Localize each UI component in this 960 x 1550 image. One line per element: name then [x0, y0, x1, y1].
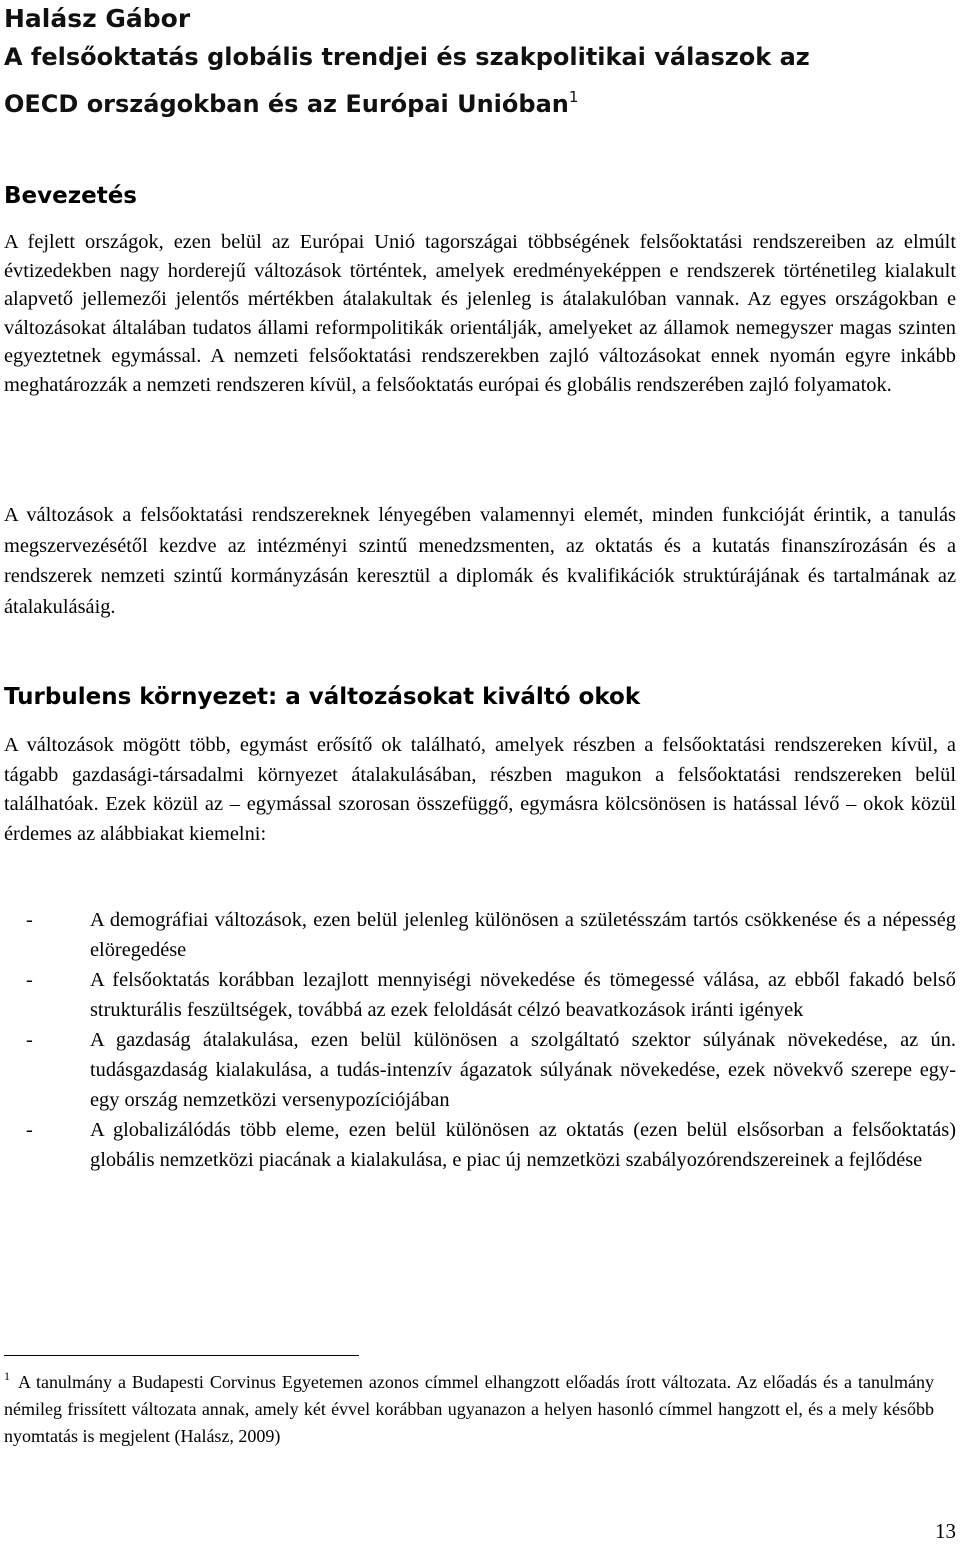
title-footnote-mark[interactable]: 1	[568, 88, 579, 106]
bullet-dash: -	[26, 1119, 33, 1141]
paragraph-2: A változások a felsőoktatási rendszereknek lényegében valamennyi elemét, minden funkcióját érintik, a tanulás megszervezésétől kezdve az intézményi szintű menedzsmenten, az oktatás és a kutatás finanszírozásán és a rendszerek nemzeti szintű kormányzásán keresztül a diplomák és kvalifikációk struktúrájának és tartalmának az átalakulásáig.	[4, 504, 956, 618]
list-item-text: A demográfiai változások, ezen belül jelenleg különösen a születésszám tartós csökkenése és a népesség elöregedése	[90, 909, 956, 961]
bullet-dash: -	[26, 969, 33, 991]
list-item-text: A gazdaság átalakulása, ezen belül különösen a szolgáltató szektor súlyának növekedése, az ún. tudásgazdaság kialakulása, a tudás-intenzív ágazatok súlyának növekedése, ezek növekvő szerepe egy-egy ország nemzetközi versenypozíciójában	[90, 1029, 956, 1111]
list-item	[0, 905, 960, 965]
list-item	[0, 965, 960, 1025]
list-item-text: A globalizálódás több eleme, ezen belül különösen az oktatás (ezen belül elsősorban a felsőoktatás) globális nemzetközi piacának a kialakulása, e piac új nemzetközi szabályozórendszereinek a fejlődése	[90, 1119, 956, 1171]
list-item	[0, 1115, 960, 1175]
footnote	[4, 1363, 934, 1450]
list-item-text: A felsőoktatás korábban lezajlott mennyiségi növekedése és tömegessé válása, az ebből fakadó belső strukturális feszültségek, továbbá az ezek feloldását célzó beavatkozások iránti igények	[90, 969, 956, 1021]
footnote-mark: 1	[4, 1369, 10, 1383]
paragraph-1: A fejlett országok, ezen belül az Európai Unió tagországai többségének felsőoktatási rendszereiben az elmúlt évtizedekben nagy horderejű változások történtek, amelyek eredményeképpen e rendszerek történetileg kialakult alapvető jellemezői jelentős mértékben átalakultak és jelenleg is átalakulóban vannak. Az egyes országokban e változásokat általában tudatos állami reformpolitikák orientálják, amelyeket az államok nemegyszer magas szinten egyeztetnek egymással. A nemzeti felsőoktatási rendszerekben zajló változásokat ennek nyomán egyre inkább meghatározzák a nemzeti rendszeren kívül, a felsőoktatás európai és globális rendszerében zajló folyamatok.	[4, 231, 956, 396]
page-number: 13	[935, 1519, 956, 1543]
paragraph-3: A változások mögött több, egymást erősítő ok található, amelyek részben a felsőoktatási rendszereken kívül, a tágabb gazdasági-társadalmi környezet átalakulásában, részben magukon a felsőoktatási rendszereken belül találhatóak. Ezek közül az – egymással szorosan összefüggő, egymásra kölcsönösen is hatással lévő – okok közül érdemes az alábbiakat kiemelni:	[4, 734, 956, 845]
footnote-separator	[4, 1355, 359, 1356]
title-line-2: OECD országokban és az Európai Unióban	[4, 90, 569, 118]
section-heading-causes: Turbulens környezet: a változásokat kiváltó okok	[4, 684, 641, 710]
footnote-text: A tanulmány a Budapesti Corvinus Egyetemen azonos címmel elhangzott előadás írott változata. Az előadás és a tanulmány némileg frissített változata annak, amely két évvel korábban ugyanazon a helyen hasonló címmel hangzott el, és a mely később nyomtatás is megjelent (Halász, 2009)	[4, 1372, 934, 1446]
section-heading-intro: Bevezetés	[4, 183, 137, 209]
causes-list	[0, 905, 960, 1175]
list-item	[0, 1025, 960, 1115]
title-line-1: A felsőoktatás globális trendjei és szakpolitikai válaszok az	[4, 43, 810, 71]
document-title	[4, 37, 959, 124]
bullet-dash: -	[26, 909, 33, 931]
bullet-dash: -	[26, 1029, 33, 1051]
author-name: Halász Gábor	[4, 4, 191, 33]
